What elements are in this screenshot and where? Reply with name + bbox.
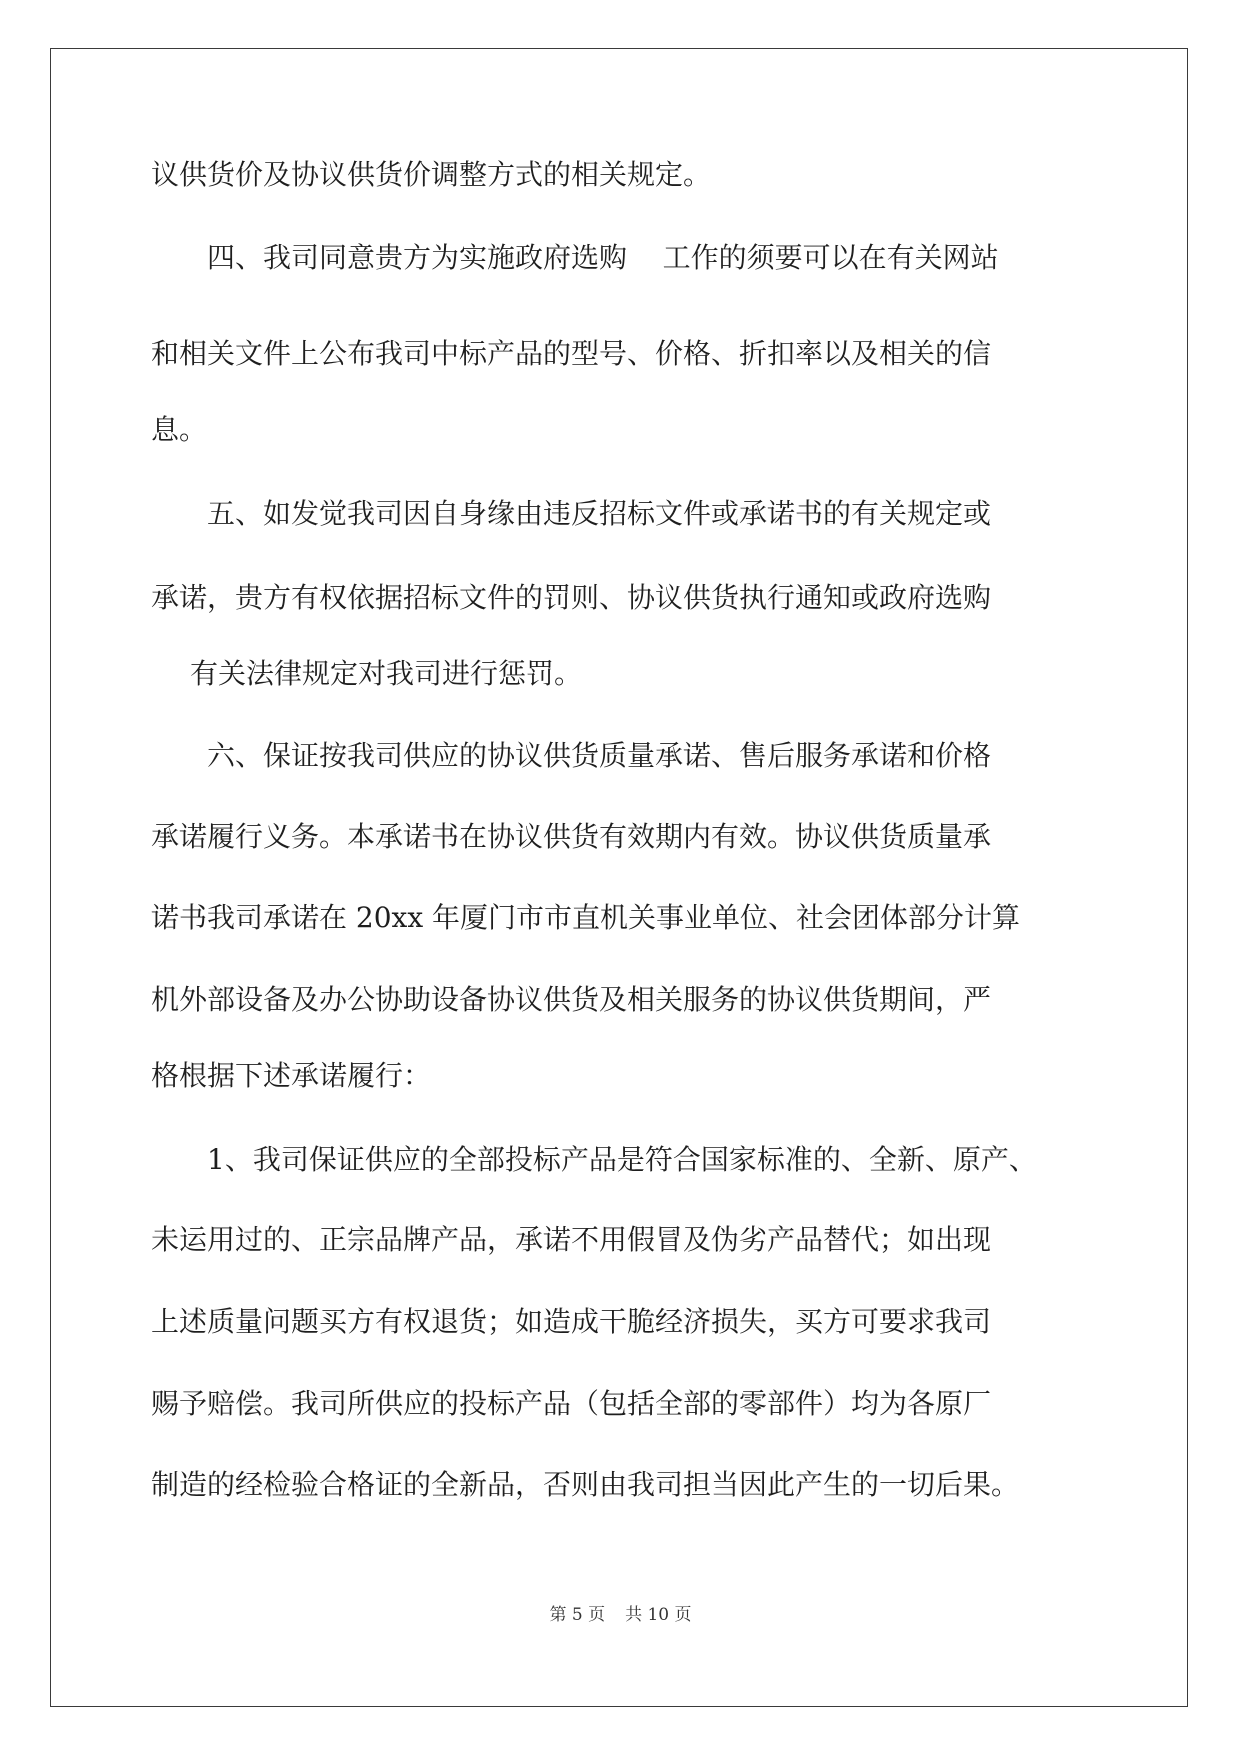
text-line: 1、我司保证供应的全部投标产品是符合国家标准的、全新、原产、: [207, 1143, 1037, 1176]
text-line: 四、我司同意贵方为实施政府选购 工作的须要可以在有关网站: [207, 241, 999, 274]
page-number: 第 5 页: [549, 1605, 606, 1625]
text-line: 诺书我司承诺在 20xx 年厦门市市直机关事业单位、社会团体部分计算: [151, 901, 1021, 934]
page-footer: [0, 1600, 1241, 1625]
text-line: 和相关文件上公布我司中标产品的型号、价格、折扣率以及相关的信: [151, 337, 992, 370]
text-line: 格根据下述承诺履行：: [151, 1059, 432, 1092]
page-total: 共 10 页: [625, 1605, 692, 1625]
text-line: 未运用过的、正宗品牌产品，承诺不用假冒及伪劣产品替代；如出现: [151, 1223, 992, 1256]
text-line: 承诺履行义务。本承诺书在协议供货有效期内有效。协议供货质量承: [151, 820, 992, 853]
text-line: 制造的经检验合格证的全新品，否则由我司担当因此产生的一切后果。: [151, 1468, 1020, 1501]
text-line: 六、保证按我司供应的协议供货质量承诺、售后服务承诺和价格: [207, 739, 992, 772]
text-line: 上述质量问题买方有权退货；如造成干脆经济损失，买方可要求我司: [151, 1305, 992, 1338]
page-frame: [50, 48, 1188, 1707]
text-line: 赐予赔偿。我司所供应的投标产品（包括全部的零部件）均为各原厂: [151, 1387, 992, 1420]
text-line: 五、如发觉我司因自身缘由违反招标文件或承诺书的有关规定或: [207, 497, 992, 530]
text-line: 息。: [151, 413, 208, 446]
text-line: 承诺，贵方有权依据招标文件的罚则、协议供货执行通知或政府选购: [151, 581, 992, 614]
text-line: 有关法律规定对我司进行惩罚。: [190, 657, 583, 690]
text-line: 机外部设备及办公协助设备协议供货及相关服务的协议供货期间，严: [151, 983, 992, 1016]
text-line: 议供货价及协议供货价调整方式的相关规定。: [151, 158, 712, 191]
